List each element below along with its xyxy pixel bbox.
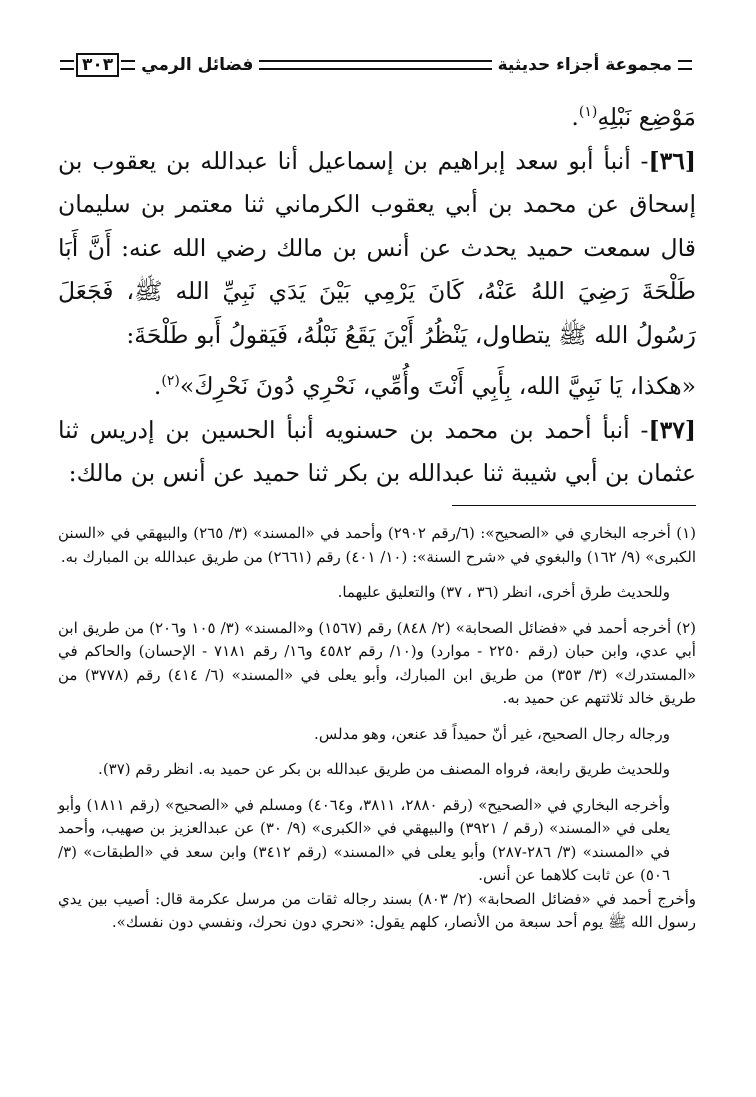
- footnote-2-note-a: ورجاله رجال الصحيح، غير أنّ حميداً قد عنعن، وهو مدلس.: [314, 724, 670, 743]
- hadith-36-number: [٣٦]: [648, 146, 696, 175]
- hadith-36: [58, 140, 696, 358]
- hadith-37-text: - أنبأ أحمد بن محمد بن حسنويه أنبأ الحسين بن إدريس ثنا عثمان بن أبي شيبة ثنا عبدالله بن بكر ثنا حميد عن أنس بن مالك:: [58, 415, 696, 487]
- header-rule-end: [60, 60, 74, 70]
- footnote-ref-2: (٢): [161, 373, 180, 390]
- book-title: فضائل الرمي: [137, 55, 257, 75]
- header-rule-middle: [259, 60, 491, 70]
- quote-text: «هكذا، يَا نَبِيَّ الله، بِأَبِي أَنْتَ وأُمِّي، نَحْرِي دُونَ نَحْرِكَ»: [179, 372, 696, 400]
- footnote-2: (٢) أخرجه أحمد في «فضائل الصحابة» (٢/ ٨٤٨) رقم (١٥٦٧) و«المسند» (٣/ ١٠٥ و٢٠٦) من طريق ابن أبي عدي، وابن حبان (رقم ٢٢٥٠ - موارد) و(١٠/ رقم ٤٥٨٢ و١٦/ رقم ٧١٨١ - الإحسان) والحاكم في «المستدرك» (٣/ ٣٥٣) من طريق ابن المبارك، وأبو يعلى في «المسند» (٦/ ٤١٤) رقم (٣٧٧٨) من طريق خالد ثلاثتهم عن حميد به.: [58, 618, 697, 707]
- main-text: [58, 96, 696, 496]
- footnote-2-note-c: وأخرجه البخاري في «الصحيح» (رقم ٢٨٨٠، ٣٨١١، و٤٠٦٤) ومسلم في «الصحيح» (رقم ١٨١١) وأبو يعلى في «المسند» (رقم / ٣٩٢١) والبيهقي في «الكبرى» (٩/ ٣٠) عن عبدالعزيز بن صهيب، وأحمد في «المسند» (٣/ ٢٨٦-٢٨٧) وأبو يعلى في «المسند» (رقم ٣٤١٢) وابن سعد في «الطبقات» (٣/ ٥٠٦) عن ثابت كلاهما عن أنس.: [58, 795, 671, 884]
- footnote-ref-1: (١): [578, 104, 598, 121]
- quote-end: .: [153, 372, 162, 400]
- continuation-line: [58, 96, 696, 140]
- hadith-36-text: - أنبأ أبو سعد إبراهيم بن إسماعيل أنا عبدالله بن يعقوب بن إسحاق عن محمد بن أبي يعقوب الكرماني ثنا معتمر بن سليمان قال سمعت حميد يحدث عن أنس بن مالك رضي الله عنه: أَنَّ أَبَا طَلْحَةَ رَضِيَ اللهُ عَنْهُ، كَانَ يَرْمِي بَيْنَ يَدَي نَبِيِّ الله ﷺ، فَجَعَلَ رَسُولُ الله ﷺ يتطاول، يَنْظُرُ أَيْنَ يَقَعُ نَبْلُهُ، فَيَقولُ أَبو طَلْحَةَ:: [58, 146, 696, 349]
- footnote-2-note-b: وللحديث طريق رابعة، فرواه المصنف من طريق عبدالله بن بكر عن حميد به. انظر رقم (٣٧).: [98, 760, 670, 778]
- running-header: [58, 50, 694, 80]
- hadith-37-number: [٣٧]: [648, 415, 696, 444]
- continuation-text: مَوْضِع نَبْلِهِ: [597, 103, 696, 131]
- header-rule-left: [121, 60, 135, 70]
- hadith-36-quote: [58, 365, 696, 409]
- page-number: ٣٠٣: [76, 53, 119, 77]
- series-title: مجموعة أجزاء حديثية: [494, 55, 676, 75]
- hadith-37: [58, 409, 696, 496]
- footnote-1-note: وللحديث طرق أخرى، انظر (٣٦ ، ٣٧) والتعليق عليهما.: [337, 583, 670, 601]
- footnotes: [58, 522, 696, 935]
- footnote-1: (١) أخرجه البخاري في «الصحيح»: (٦/رقم ٢٩٠٢) وأحمد في «المسند» (٣/ ٢٦٥) والبيهقي في «السنن الكبرى» (٩/ ١٦٢) والبغوي في «شرح السنة»: (١٠/ ٤٠١) رقم (٢٦٦١) من طريق عبدالله بن المبارك به.: [58, 524, 697, 566]
- footnote-2-note-d: وأخرج أحمد في «فضائل الصحابة» (٢/ ٨٠٣) بسند رجاله ثقات من مرسل عكرمة قال: أصيب بين يدي رسول الله ﷺ يوم أحد سبعة من الأنصار، كلهم يقول: «نحري دون نحرك، ونفسي دون نفسك».: [58, 889, 696, 931]
- header-rule-right: [678, 60, 692, 70]
- continuation-end: .: [571, 103, 579, 131]
- footnote-separator: [452, 505, 696, 506]
